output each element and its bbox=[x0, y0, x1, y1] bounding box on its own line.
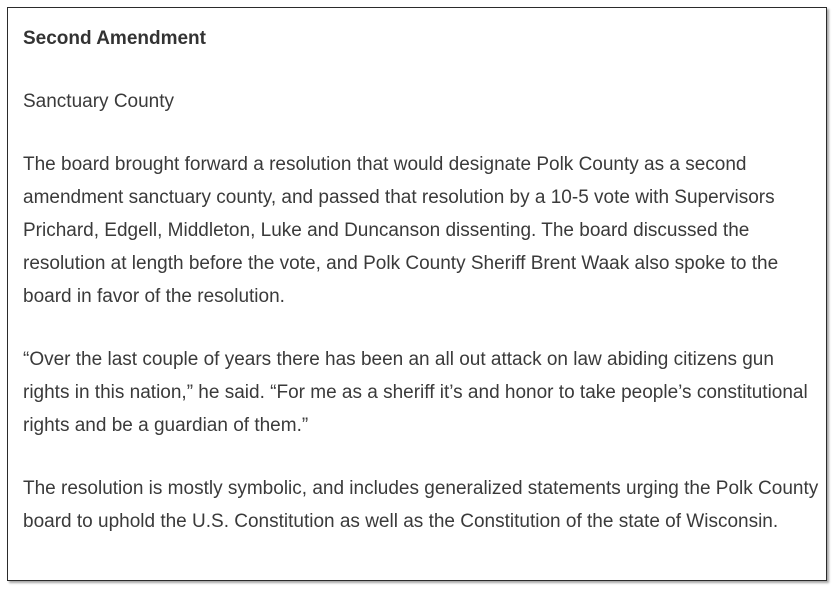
article-frame bbox=[7, 7, 827, 581]
paragraph-resolution: The board brought forward a resolution that would designate Polk County as a second amendment sanctuary county, and passed that resolution by a 10-5 vote with Supervisors Prichard, Edgell, Middleton, Luke and Duncanson dissenting. The board discussed the resolution at length before the vote, and Polk County Sheriff Brent Waak also spoke to the board in favor of the resolution. bbox=[23, 154, 779, 307]
article-heading: Second Amendment bbox=[23, 28, 206, 49]
paragraph-symbolic: The resolution is mostly symbolic, and includes generalized statements urging the Polk County board to uphold the U.S. Constitution as well as the Constitution of the state of Wisconsin. bbox=[23, 478, 819, 532]
article-content bbox=[23, 22, 823, 538]
article-subheading: Sanctuary County bbox=[23, 91, 175, 112]
paragraph-sheriff-quote: “Over the last couple of years there has been an all out attack on law abiding citizens gun rights in this nation,” he said. “For me as a sheriff it’s and honor to take people’s constitutional rights and be a guardian of them.” bbox=[23, 349, 808, 436]
